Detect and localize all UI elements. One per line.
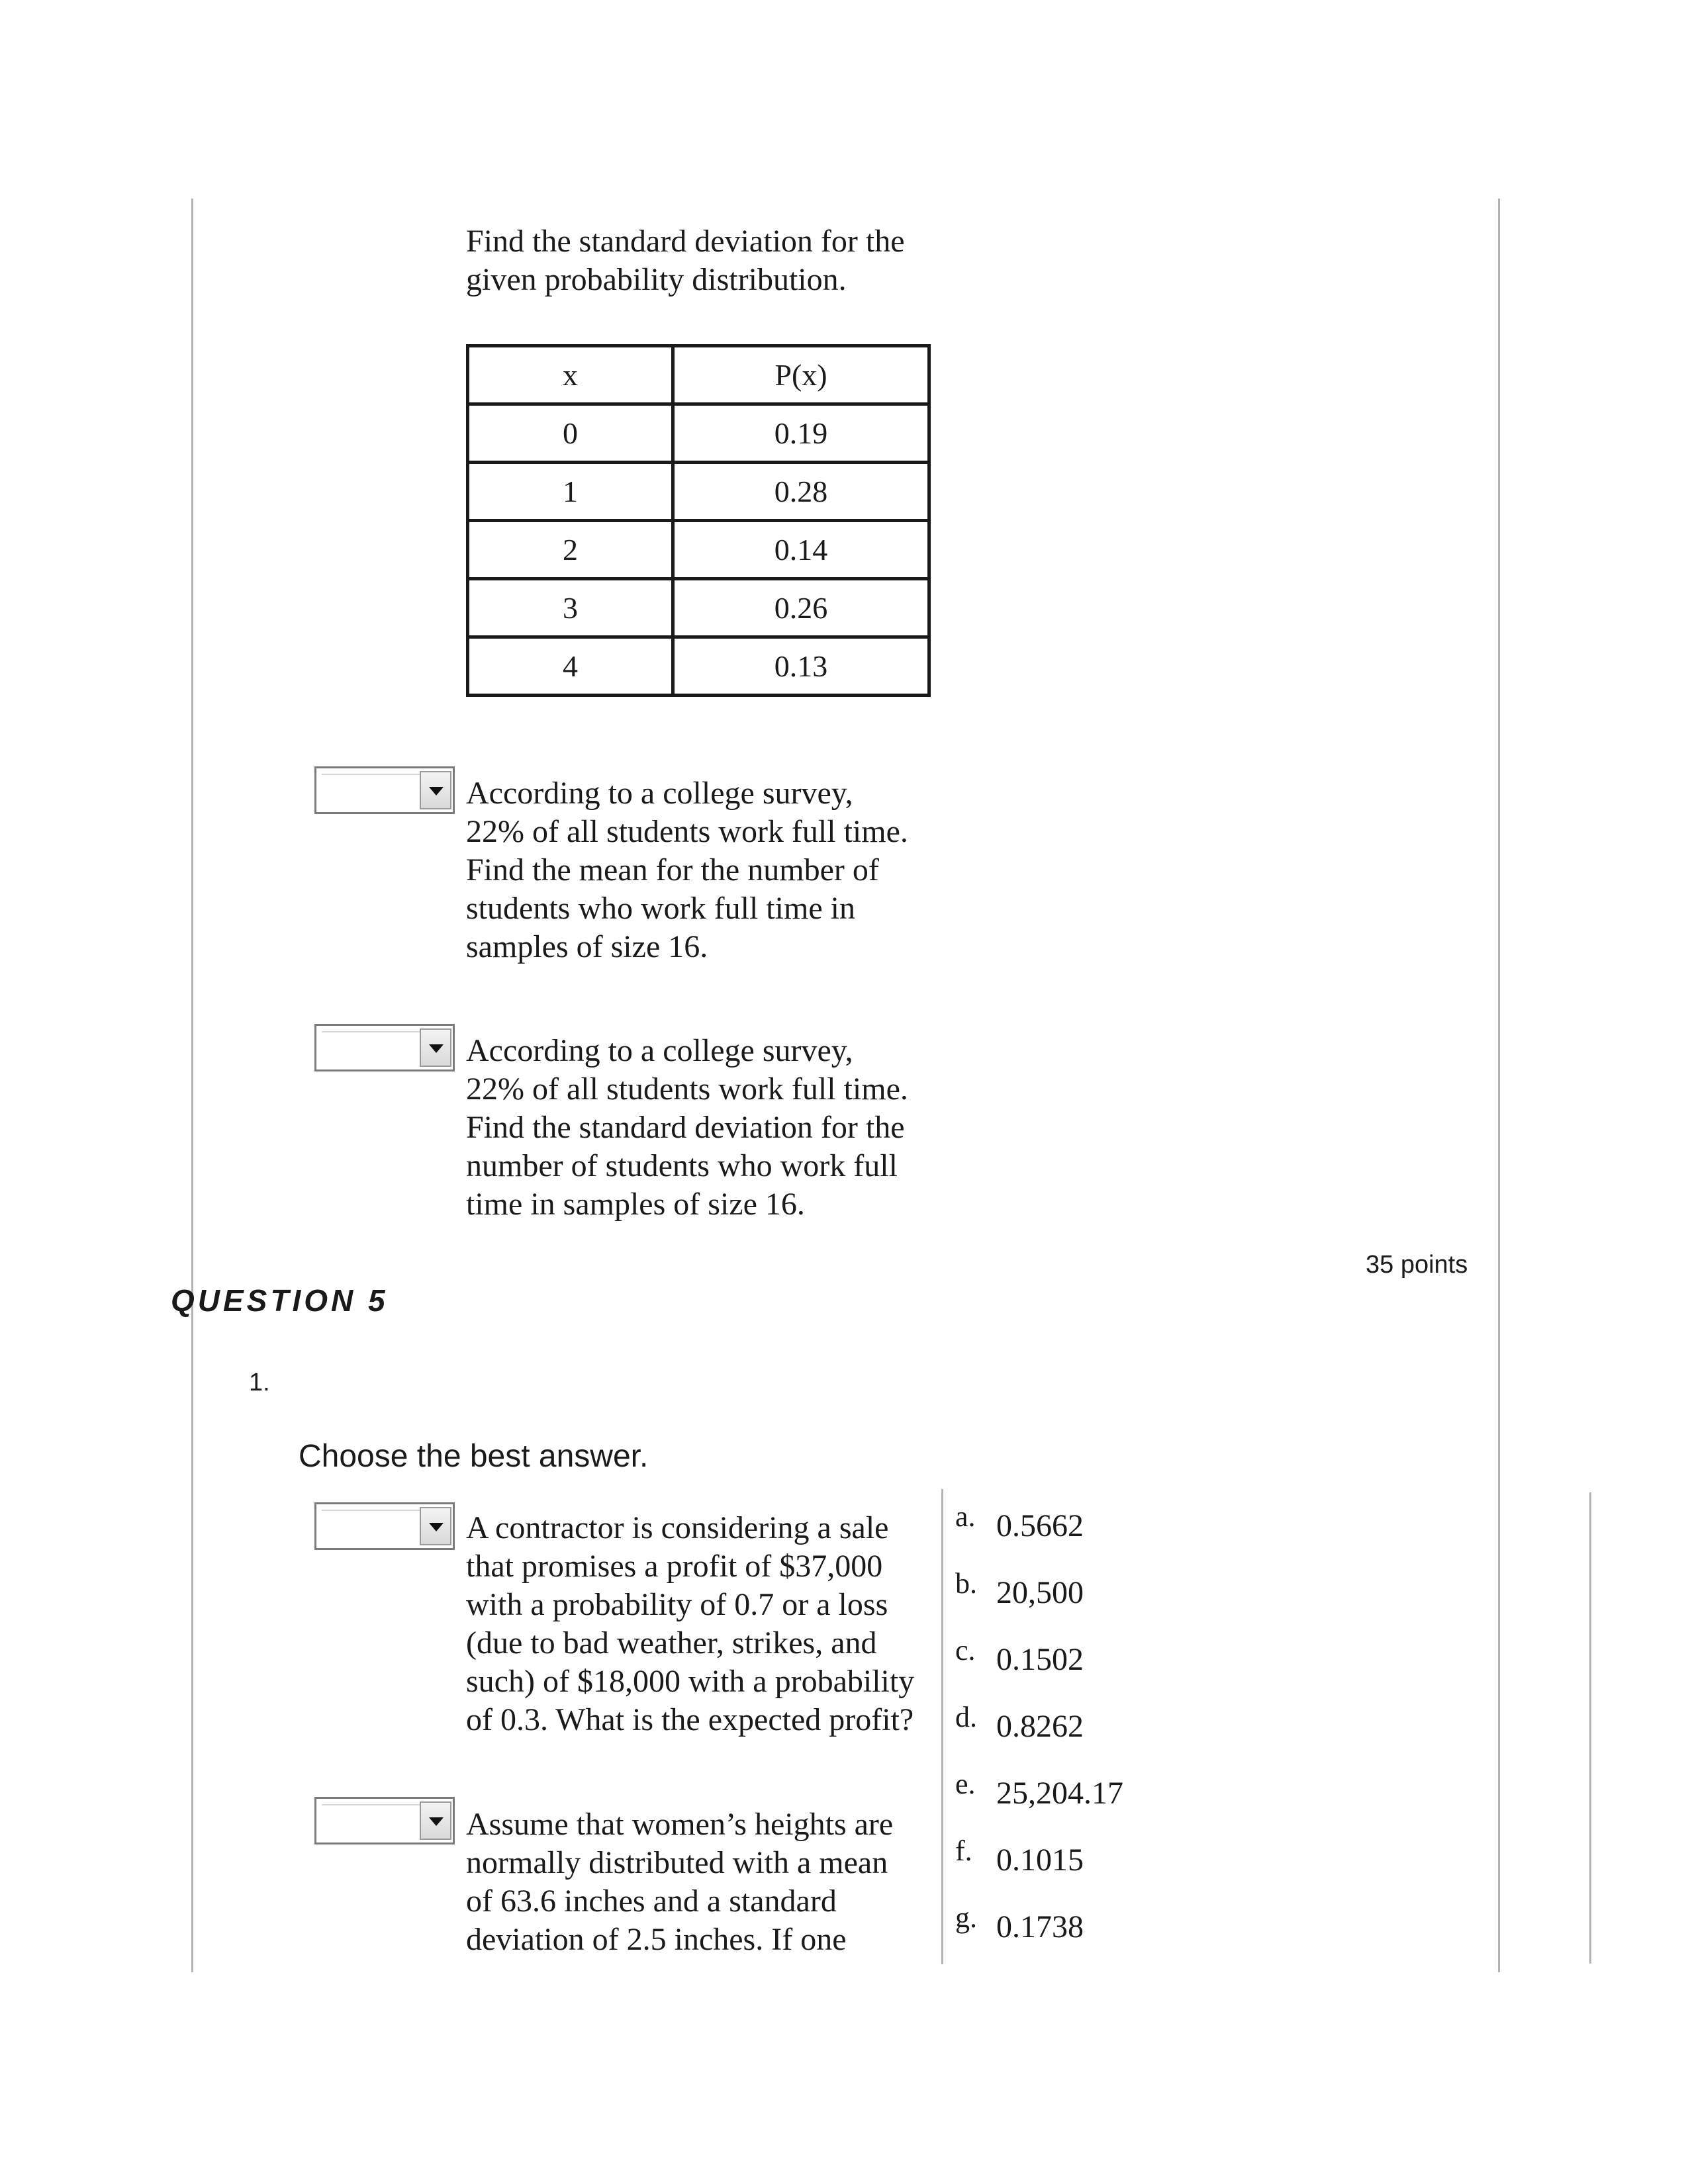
choice-letter: e. <box>955 1768 976 1800</box>
cell-x: 0 <box>468 404 673 463</box>
prompt-line: given probability distribution. <box>466 262 847 297</box>
cell-x: 2 <box>468 521 673 579</box>
question-text-sd <box>466 1032 908 1224</box>
table-prompt <box>466 222 905 299</box>
answer-dropdown-heights[interactable] <box>314 1797 455 1844</box>
question-line: (due to bad weather, strikes, and <box>466 1625 877 1661</box>
table-row <box>468 521 929 579</box>
choice-value: 0.1738 <box>996 1909 1084 1944</box>
prompt-line: Find the standard deviation for the <box>466 224 905 259</box>
choice-value: 0.8262 <box>996 1709 1084 1744</box>
cell-px: 0.14 <box>673 521 929 579</box>
question-line: of 63.6 inches and a standard <box>466 1884 837 1919</box>
choice-value: 0.5662 <box>996 1508 1084 1543</box>
right-border-line <box>1498 199 1500 1972</box>
answer-dropdown-expected-profit[interactable] <box>314 1502 455 1550</box>
question-line: According to a college survey, <box>466 1033 853 1068</box>
dropdown-arrow-button[interactable] <box>420 1028 451 1067</box>
chevron-down-icon <box>429 1044 444 1053</box>
dropdown-field[interactable] <box>322 774 421 808</box>
choice-value: 20,500 <box>996 1575 1084 1610</box>
question-line: samples of size 16. <box>466 929 708 964</box>
choice-letter: d. <box>955 1701 977 1733</box>
question-line: such) of $18,000 with a probability <box>466 1664 915 1699</box>
question-line: According to a college survey, <box>466 776 853 811</box>
question-line: normally distributed with a mean <box>466 1845 888 1880</box>
question-text-expected-profit <box>466 1509 914 1739</box>
cell-px: 0.26 <box>673 579 929 637</box>
question-heading: QUESTION 5 <box>171 1283 389 1318</box>
header-px: P(x) <box>673 346 929 404</box>
table-row <box>468 404 929 463</box>
dropdown-field[interactable] <box>322 1804 421 1839</box>
dropdown-arrow-button[interactable] <box>420 1801 451 1840</box>
choice-letter: c. <box>955 1634 976 1666</box>
question-line: A contractor is considering a sale <box>466 1510 889 1545</box>
table-header-row <box>468 346 929 404</box>
dropdown-arrow-button[interactable] <box>420 771 451 809</box>
dropdown-arrow-button[interactable] <box>420 1507 451 1545</box>
question-text-heights <box>466 1805 893 1959</box>
question-line: Assume that women’s heights are <box>466 1807 894 1842</box>
choice-value: 25,204.17 <box>996 1776 1123 1811</box>
instruction-text: Choose the best answer. <box>299 1439 649 1474</box>
table-row <box>468 637 929 696</box>
cell-px: 0.19 <box>673 404 929 463</box>
question-line: with a probability of 0.7 or a loss <box>466 1587 888 1622</box>
choice-letter: a. <box>955 1500 976 1533</box>
probability-table <box>466 344 931 697</box>
question-line: time in samples of size 16. <box>466 1187 805 1222</box>
question-line: of 0.3. What is the expected profit? <box>466 1702 914 1737</box>
cell-x: 1 <box>468 463 673 521</box>
cell-px: 0.28 <box>673 463 929 521</box>
choice-letter: f. <box>955 1835 972 1867</box>
answer-right-line <box>1589 1492 1591 1964</box>
cell-px: 0.13 <box>673 637 929 696</box>
answer-dropdown-sd[interactable] <box>314 1024 455 1071</box>
question-line: Find the standard deviation for the <box>466 1110 905 1145</box>
table-row <box>468 579 929 637</box>
cell-x: 3 <box>468 579 673 637</box>
points-label: 35 points <box>1366 1251 1468 1279</box>
chevron-down-icon <box>429 787 444 796</box>
cell-x: 4 <box>468 637 673 696</box>
choice-letter: b. <box>955 1567 977 1600</box>
choice-value: 0.1502 <box>996 1642 1084 1677</box>
question-line: that promises a profit of $37,000 <box>466 1549 883 1584</box>
left-border-line <box>191 199 193 1972</box>
answer-divider-line <box>941 1489 943 1964</box>
question-line: 22% of all students work full time. <box>466 1071 908 1107</box>
question-line: Find the mean for the number of <box>466 852 879 887</box>
choice-letter: g. <box>955 1901 977 1934</box>
chevron-down-icon <box>429 1523 444 1531</box>
question-line: students who work full time in <box>466 891 855 926</box>
dropdown-field[interactable] <box>322 1031 421 1066</box>
answer-dropdown-mean[interactable] <box>314 766 455 814</box>
question-line: number of students who work full <box>466 1148 898 1183</box>
question-number: 1. <box>249 1369 270 1396</box>
chevron-down-icon <box>429 1817 444 1826</box>
choice-value: 0.1015 <box>996 1843 1084 1878</box>
question-text-mean <box>466 774 908 966</box>
table-row <box>468 463 929 521</box>
dropdown-field[interactable] <box>322 1510 421 1544</box>
header-x: x <box>468 346 673 404</box>
question-line: 22% of all students work full time. <box>466 814 908 849</box>
question-line: deviation of 2.5 inches. If one <box>466 1922 847 1957</box>
